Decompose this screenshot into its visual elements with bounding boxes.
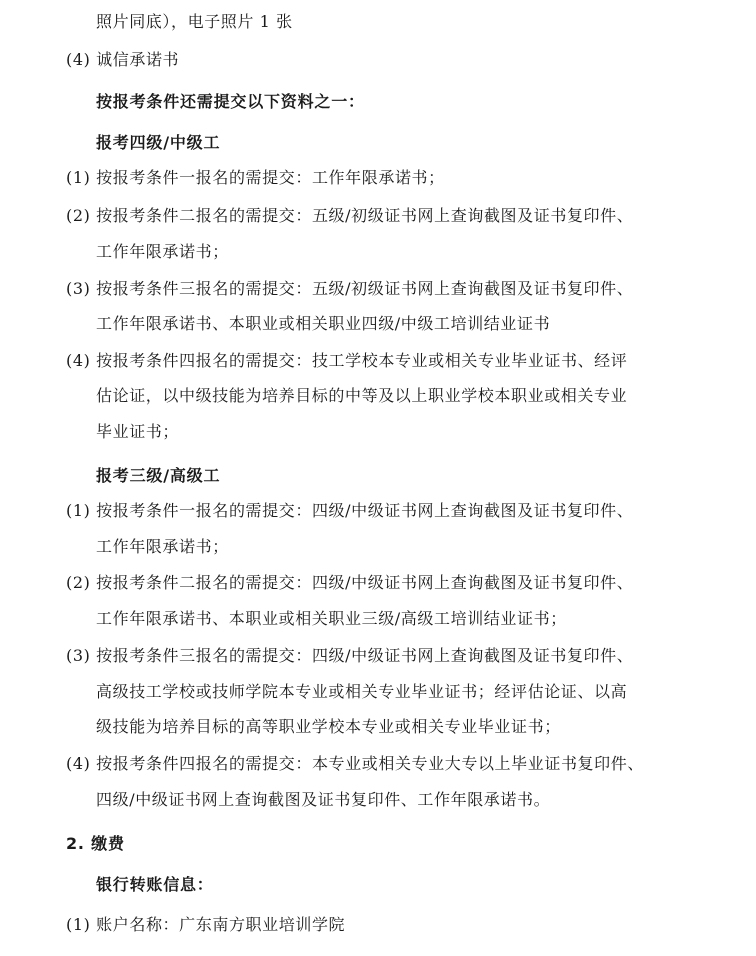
text-line-l3-3-cont1: 高级技工学校或技师学院本专业或相关专业毕业证书；经评估论证、以高 [96, 682, 628, 701]
text-line-l3-4-cont: 四级/中级证书网上查询截图及证书复印件、工作年限承诺书。 [96, 790, 551, 809]
text-line-l4-2: (2) 按报考条件二报名的需提交：五级/初级证书网上查询截图及证书复印件、 [66, 206, 634, 225]
text-line-l4-3: (3) 按报考条件三报名的需提交：五级/初级证书网上查询截图及证书复印件、 [66, 279, 634, 298]
text-line-l4-4-cont2: 毕业证书； [96, 422, 180, 441]
text-line-l3-3-cont2: 级技能为培养目标的高等职业学校本专业或相关专业毕业证书； [96, 717, 561, 736]
text-line-l4-2-cont: 工作年限承诺书； [96, 242, 229, 261]
text-line-l4-4-cont1: 估论证，以中级技能为培养目标的中等及以上职业学校本职业或相关专业 [96, 386, 628, 405]
text-line-l3-1: (1) 按报考条件一报名的需提交：四级/中级证书网上查询截图及证书复印件、 [66, 501, 634, 520]
text-line-l3-2-cont: 工作年限承诺书、本职业或相关职业三级/高级工培训结业证书； [96, 609, 567, 628]
text-line-l4-1: (1) 按报考条件一报名的需提交：工作年限承诺书； [66, 168, 445, 187]
text-line-l4-3-cont: 工作年限承诺书、本职业或相关职业四级/中级工培训结业证书 [96, 314, 551, 333]
text-line-integrity-pledge: (4) 诚信承诺书 [66, 50, 180, 69]
subheading-level-three: 报考三级/高级工 [96, 466, 221, 485]
text-line-l3-3: (3) 按报考条件三报名的需提交：四级/中级证书网上查询截图及证书复印件、 [66, 646, 634, 665]
text-line-l3-4: (4) 按报考条件四报名的需提交：本专业或相关专业大专以上毕业证书复印件、 [66, 754, 644, 773]
text-line-l4-4: (4) 按报考条件四报名的需提交：技工学校本专业或相关专业毕业证书、经评 [66, 351, 628, 370]
text-line-l3-2: (2) 按报考条件二报名的需提交：四级/中级证书网上查询截图及证书复印件、 [66, 573, 634, 592]
text-line-photo: 照片同底），电子照片 1 张 [96, 12, 293, 31]
subheading-level-four: 报考四级/中级工 [96, 133, 221, 152]
text-line-account-name: (1) 账户名称：广东南方职业培训学院 [66, 915, 346, 934]
section-heading-materials: 按报考条件还需提交以下资料之一： [96, 92, 365, 111]
section-heading-payment: 2. 缴费 [66, 834, 125, 853]
subheading-bank-transfer: 银行转账信息： [96, 875, 214, 894]
text-line-l3-1-cont: 工作年限承诺书； [96, 537, 229, 556]
